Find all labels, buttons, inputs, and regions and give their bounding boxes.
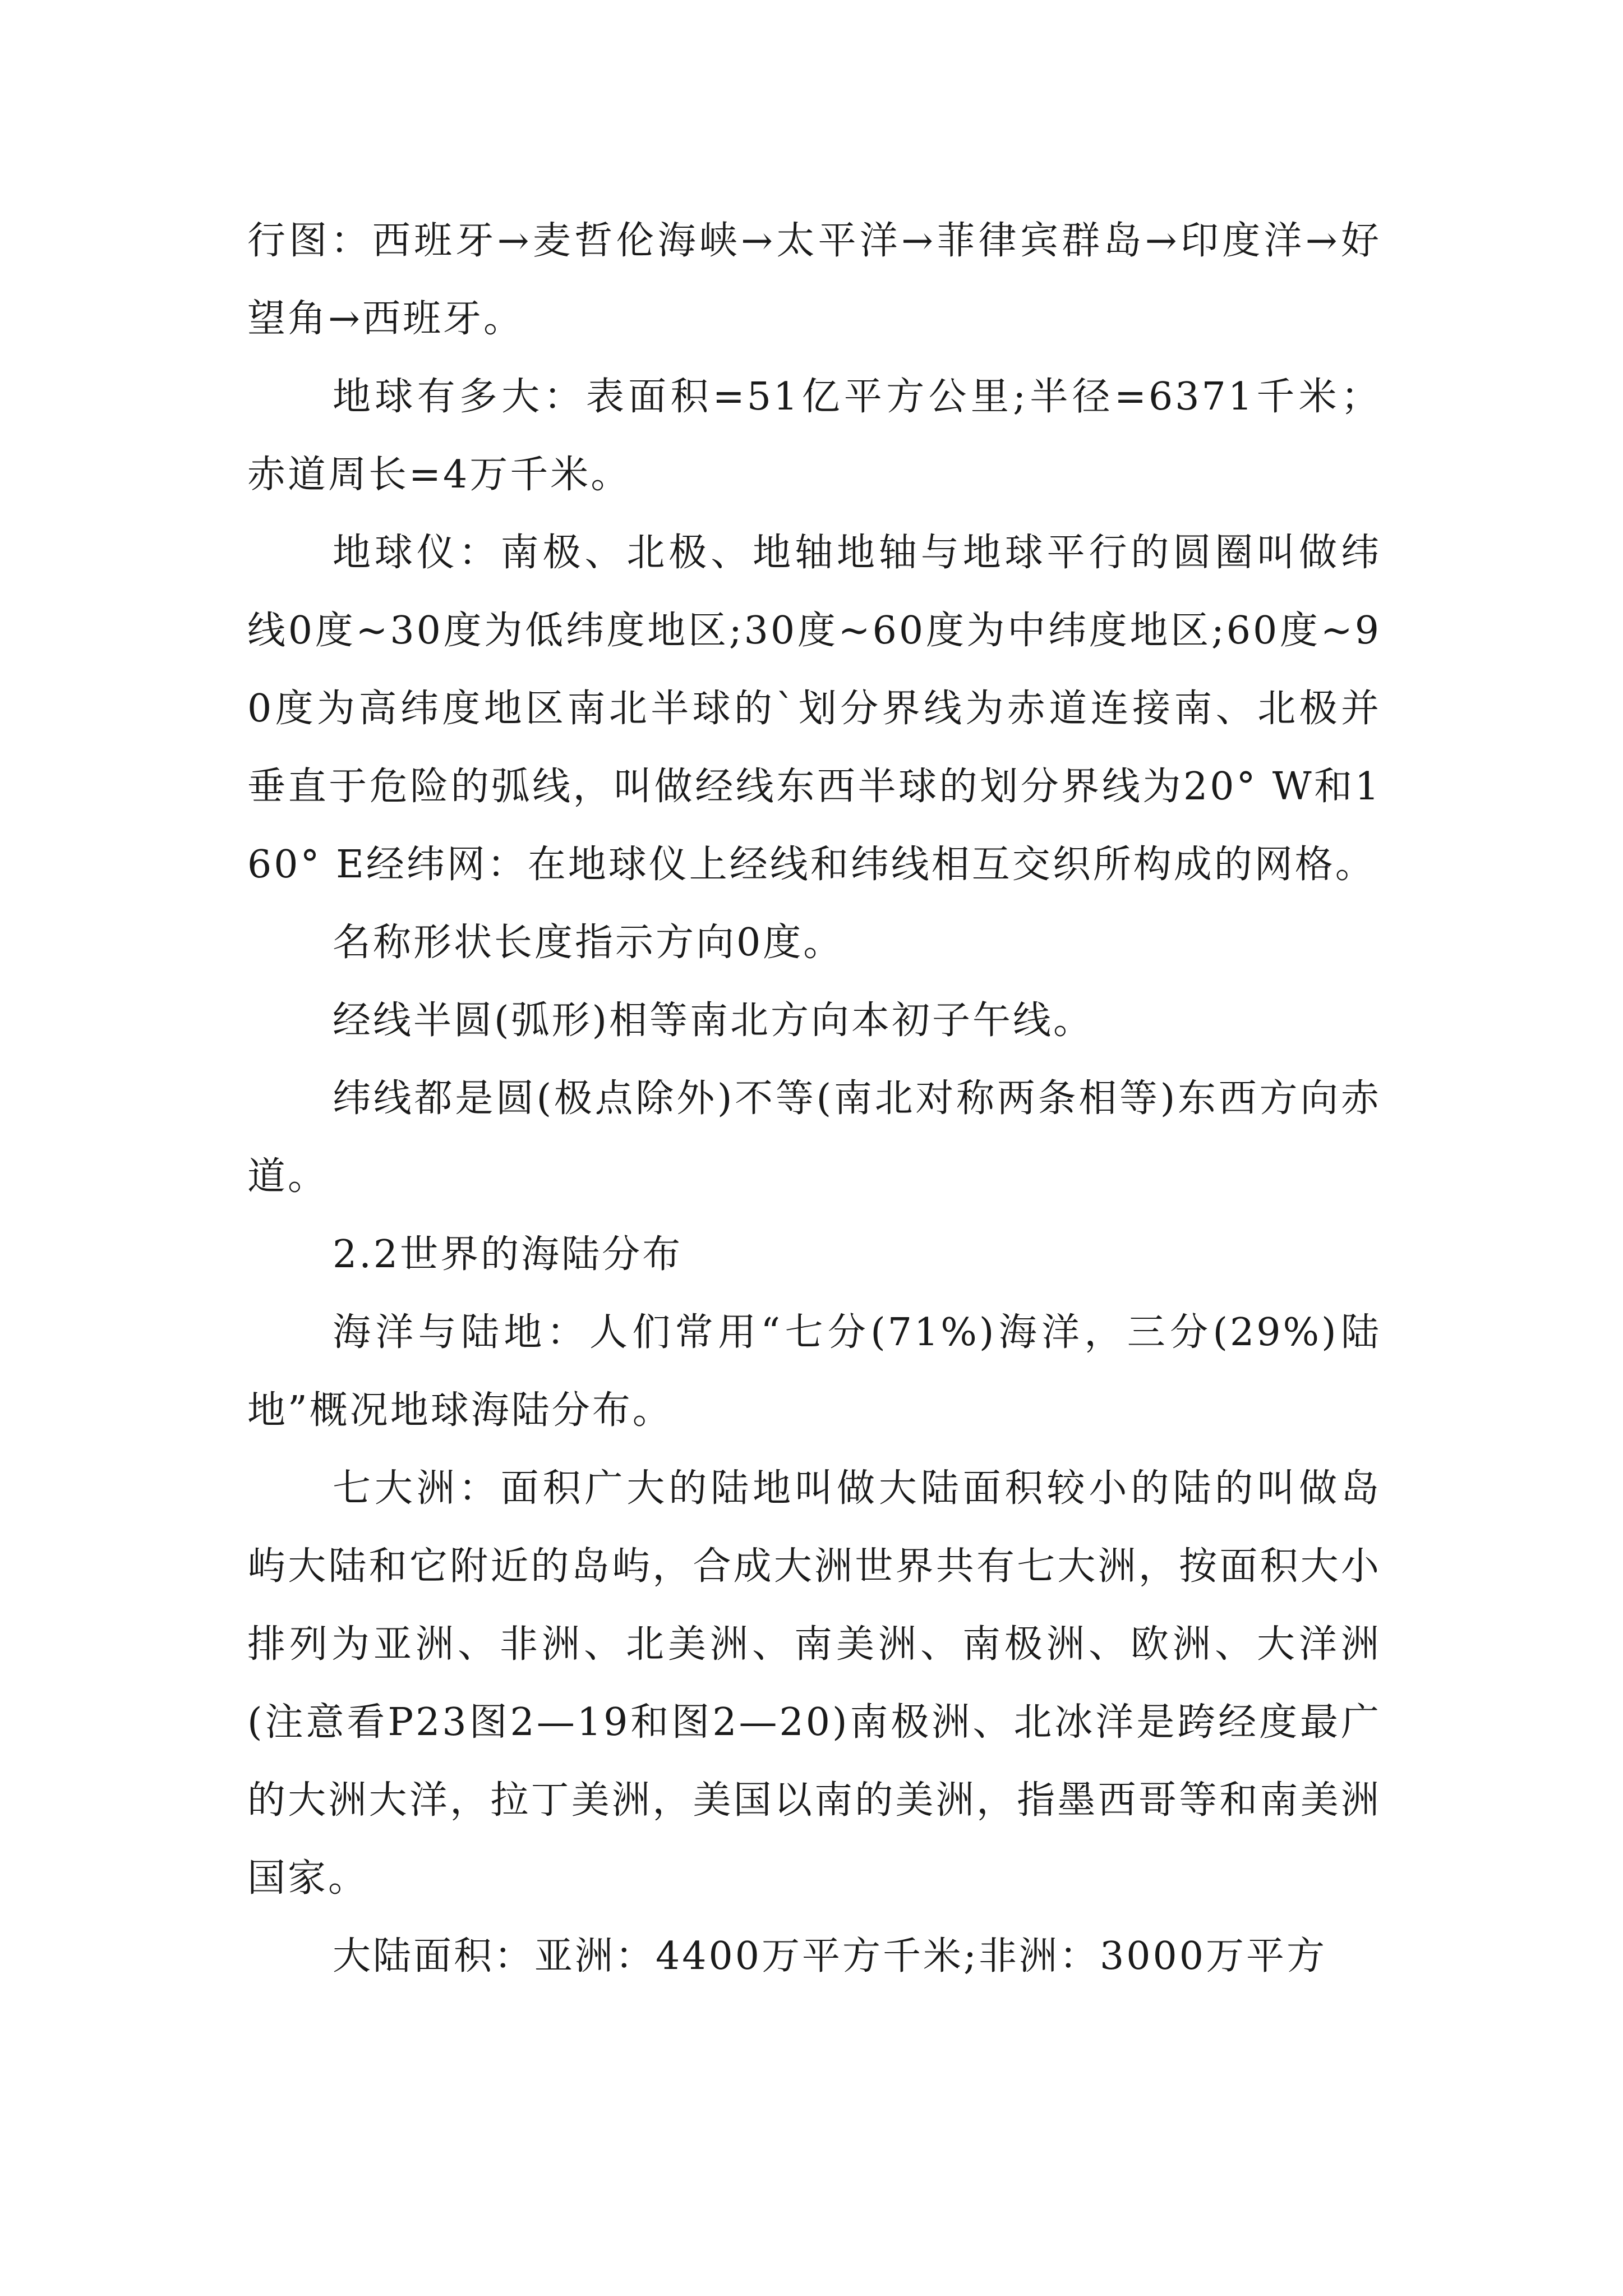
paragraph-parallel: 纬线都是圆(极点除外)不等(南北对称两条相等)东西方向赤道。 [247, 1076, 1381, 1199]
paragraph-seven-continents: 七大洲：面积广大的陆地叫做大陆面积较小的陆的叫做岛屿大陆和它附近的岛屿，合成大洲世界共有七大洲，按面积大小排列为亚洲、非洲、北美洲、南美洲、南极洲、欧洲、大洋洲(注意看P23图2—19和图2—20)南极洲、北冰洋是跨经度最广的大洲大洋，拉丁美洲，美国以南的美洲，指墨西哥等和南美洲国家。 [247, 1466, 1381, 1901]
paragraph-route: 行图：西班牙→麦哲伦海峡→太平洋→菲律宾群岛→印度洋→好望角→西班牙。 [247, 219, 1381, 341]
paragraph-continent-area: 大陆面积：亚洲：4400万平方千米;非洲：3000万平方 [333, 1934, 1327, 1978]
paragraph-earth-size: 地球有多大：表面积=51亿平方公里;半径=6371千米；赤道周长=4万千米。 [247, 375, 1381, 497]
paragraph-ocean-land: 海洋与陆地：人们常用“七分(71%)海洋，三分(29%)陆地”概况地球海陆分布。 [247, 1310, 1381, 1433]
body-text [247, 202, 1381, 1995]
paragraph-meridian: 经线半圆(弧形)相等南北方向本初子午线。 [333, 999, 1094, 1043]
paragraph-globe: 地球仪：南极、北极、地轴地轴与地球平行的圆圈叫做纬线0度~30度为低纬度地区;30度~60度为中纬度地区;60度~90度为高纬度地区南北半球的`划分界线为赤道连接南、北极并垂直于危险的弧线，叫做经线东西半球的划分界线为20° W和160° E经纬网：在地球仪上经线和纬线相互交织所构成的网格。 [247, 531, 1381, 887]
section-heading: 2.2世界的海陆分布 [333, 1232, 683, 1277]
paragraph-name-shape: 名称形状长度指示方向0度。 [333, 921, 844, 965]
